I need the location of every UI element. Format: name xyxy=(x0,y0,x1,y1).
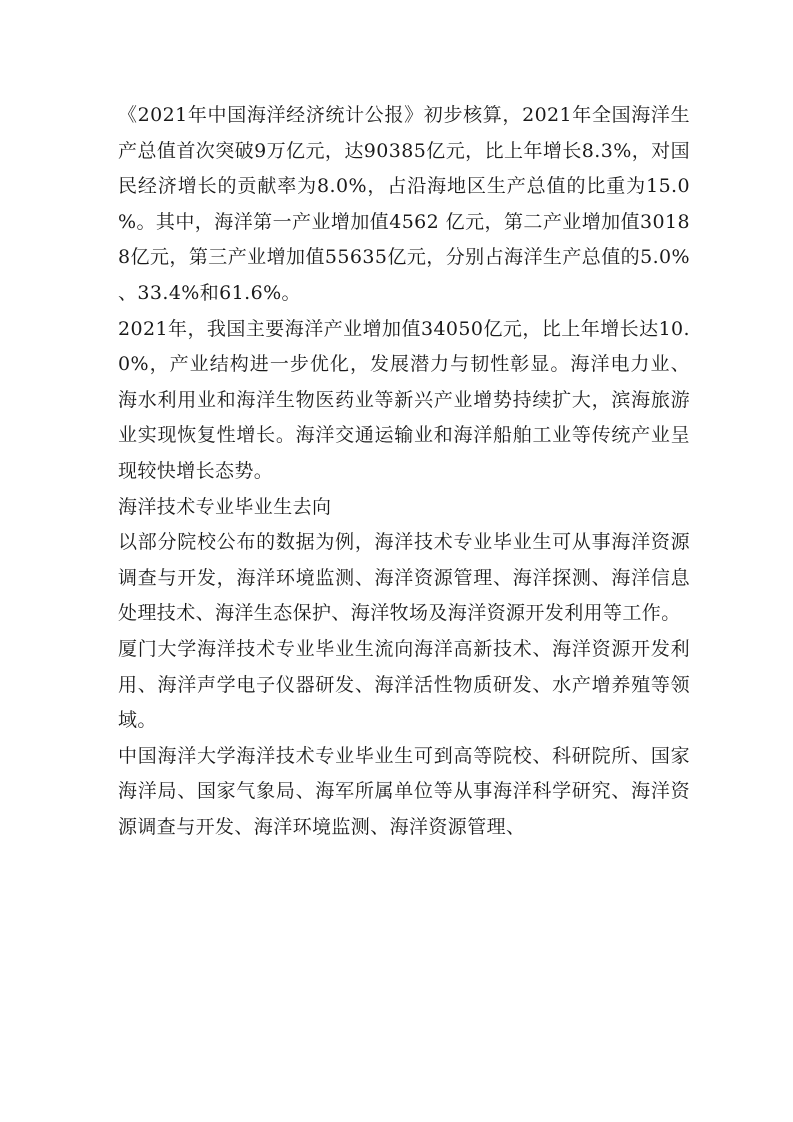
paragraph-xiamen-university: 厦门大学海洋技术专业毕业生流向海洋高新技术、海洋资源开发利用、海洋声学电子仪器研发、海洋活性物质研发、水产增养殖等领域。 xyxy=(118,637,690,732)
paragraph-main-industries: 2021年，我国主要海洋产业增加值34050亿元，比上年增长达10.0%，产业结构进一步优化，发展潜力与韧性彰显。海洋电力业、海水利用业和海洋生物医药业等新兴产业增势持续扩大，滨海旅游业实现恢复性增长。海洋交通运输业和海洋船舶工业等传统产业呈现较快增长态势。 xyxy=(118,317,690,482)
paragraph-gdp-summary: 《2021年中国海洋经济统计公报》初步核算，2021年全国海洋生产总值首次突破9万亿元，达90385亿元，比上年增长8.3%，对国民经济增长的贡献率为8.0%，占沿海地区生产总值的比重为15.0%。其中，海洋第一产业增加值4562 亿元，第二产业增加值30188亿元，第三产业增加值55635亿元，分别占海洋生产总值的5.0%、33.4%和61.6%。 xyxy=(118,104,690,304)
document-body xyxy=(118,98,690,845)
paragraph-ocean-university-of-china: 中国海洋大学海洋技术专业毕业生可到高等院校、科研院所、国家海洋局、国家气象局、海军所属单位等从事海洋科学研究、海洋资源调查与开发、海洋环境监测、海洋资源管理、 xyxy=(118,744,690,838)
paragraph-career-options: 以部分院校公布的数据为例，海洋技术专业毕业生可从事海洋资源调查与开发，海洋环境监测、海洋资源管理、海洋探测、海洋信息处理技术、海洋生态保护、海洋牧场及海洋资源开发利用等工作。 xyxy=(118,531,690,625)
section-heading-graduate-destinations: 海洋技术专业毕业生去向 xyxy=(118,495,332,518)
